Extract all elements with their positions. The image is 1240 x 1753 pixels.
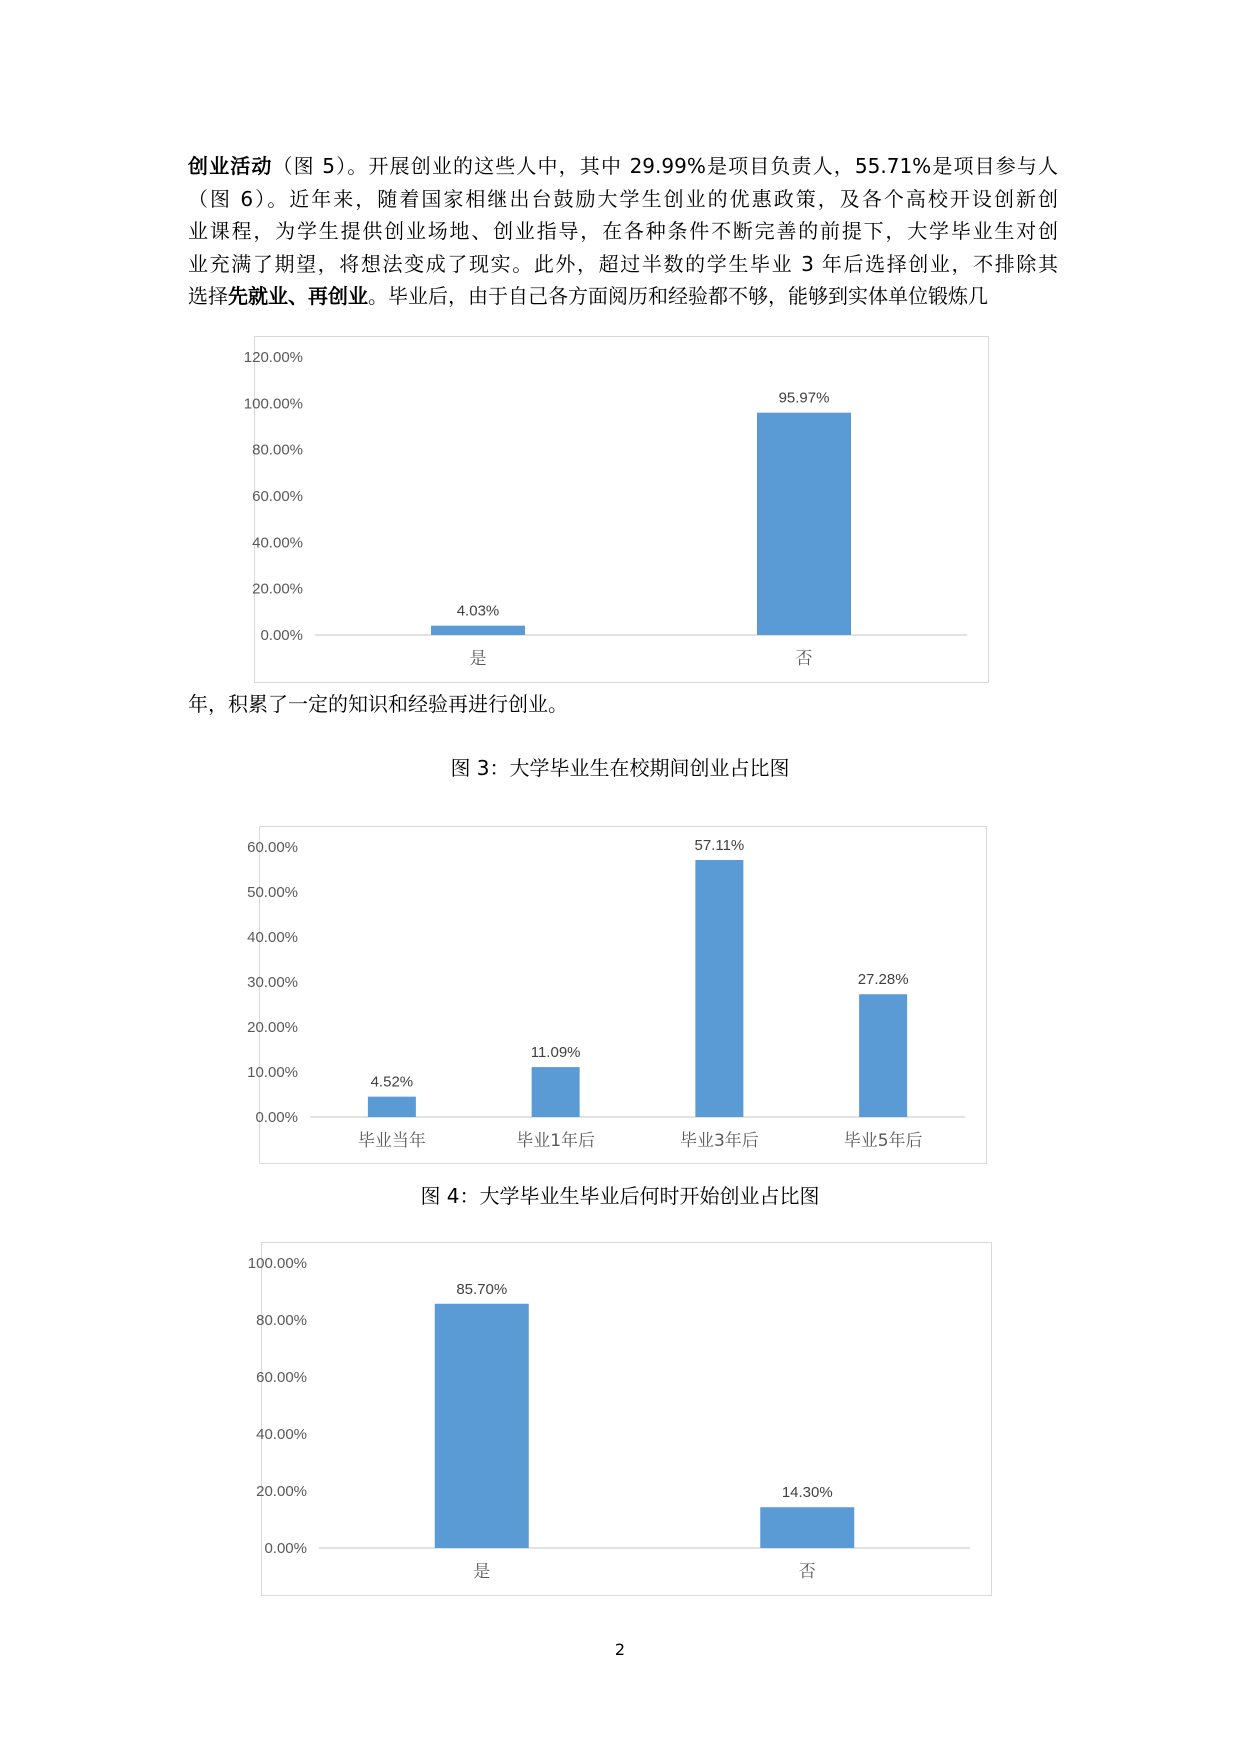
- bar-2: [695, 860, 743, 1117]
- x-tick-label: 是: [469, 649, 487, 669]
- data-label: 4.03%: [456, 602, 500, 620]
- data-label: 4.52%: [370, 1073, 414, 1091]
- figure-caption-4: 图 4：大学毕业生毕业后何时开始创业占比图: [420, 1184, 820, 1208]
- bar-1: [757, 413, 851, 635]
- x-tick-label: 是: [473, 1562, 491, 1582]
- y-tick-label: 60.00%: [252, 488, 303, 505]
- y-tick-label: 0.00%: [255, 1109, 298, 1126]
- data-label: 14.30%: [781, 1484, 833, 1502]
- bar-1: [532, 1067, 580, 1117]
- data-label: 11.09%: [530, 1044, 581, 1062]
- y-tick-label: 100.00%: [243, 395, 303, 413]
- x-tick-label: 否: [795, 649, 813, 669]
- data-label: 85.70%: [456, 1280, 508, 1298]
- x-tick-label: 毕业1年后: [516, 1131, 596, 1151]
- x-tick-label: 毕业5年后: [843, 1131, 923, 1151]
- y-tick-label: 80.00%: [252, 441, 303, 459]
- chart-when-start-business: [247, 826, 987, 1164]
- x-tick-label: 毕业3年后: [679, 1131, 759, 1151]
- y-tick-label: 50.00%: [247, 884, 298, 901]
- data-label: 57.11%: [694, 837, 745, 855]
- bar-3: [859, 994, 907, 1117]
- y-tick-label: 40.00%: [247, 929, 298, 946]
- text-run: 选择: [188, 284, 228, 308]
- y-tick-label: 60.00%: [256, 1369, 307, 1386]
- paragraph-line: [188, 215, 1058, 248]
- x-tick-label: 毕业当年: [357, 1131, 426, 1151]
- y-tick-label: 120.00%: [243, 349, 303, 366]
- y-tick-label: 60.00%: [247, 839, 298, 856]
- data-label: 95.97%: [778, 389, 830, 407]
- chart-svg: [247, 827, 985, 1162]
- text-run: 。毕业后，由于自己各方面阅历和经验都不够，能够到实体单位锻炼几: [368, 284, 988, 308]
- bar-0: [431, 626, 525, 635]
- bar-0: [435, 1304, 529, 1548]
- y-tick-label: 30.00%: [247, 974, 298, 991]
- text-run: 业充满了期望，将想法变成了现实。此外，超过半数的学生毕业 3 年后选择创业，不排除其: [188, 251, 1058, 276]
- text-run: （图 6）。近年来，随着国家相继出台鼓励大学生创业的优惠政策，及各个高校开设创新创: [188, 186, 1058, 211]
- y-tick-label: 10.00%: [247, 1064, 298, 1081]
- y-tick-label: 20.00%: [256, 1483, 307, 1500]
- bold-text: 先就业、再创业: [228, 284, 368, 308]
- continuation-text: [188, 688, 1058, 721]
- y-tick-label: 40.00%: [256, 1426, 307, 1443]
- paragraph-line: [188, 183, 1058, 216]
- text-run: 业课程，为学生提供创业场地、创业指导，在各种条件不断完善的前提下，大学毕业生对创: [188, 219, 1058, 243]
- chart-startup-during-school: [243, 336, 989, 683]
- continuation-line: 年，积累了一定的知识和经验再进行创业。: [188, 692, 568, 716]
- page-number: 2: [614, 1640, 626, 1659]
- paragraph-line: [188, 248, 1058, 281]
- bar-0: [368, 1097, 416, 1117]
- chart-svg: [243, 337, 987, 681]
- y-tick-label: 100.00%: [247, 1255, 307, 1272]
- y-tick-label: 80.00%: [256, 1312, 307, 1329]
- y-tick-label: 0.00%: [264, 1540, 307, 1557]
- x-tick-label: 否: [798, 1562, 816, 1582]
- y-tick-label: 20.00%: [252, 580, 303, 598]
- y-tick-label: 40.00%: [252, 534, 303, 552]
- figure-caption-3: 图 3：大学毕业生在校期间创业占比图: [450, 756, 790, 780]
- y-tick-label: 20.00%: [247, 1019, 298, 1036]
- paragraph-line: [188, 150, 1058, 183]
- bold-text: 创业活动: [188, 154, 273, 178]
- chart-svg: [247, 1243, 990, 1594]
- bar-1: [760, 1507, 854, 1548]
- data-label: 27.28%: [857, 971, 909, 989]
- text-run: （图 5）。开展创业的这些人中，其中 29.99%是项目负责人，55.71%是项目参与人: [272, 154, 1058, 178]
- body-paragraph: [188, 150, 1058, 313]
- paragraph-line: [188, 280, 1058, 313]
- chart-third: [247, 1242, 992, 1596]
- y-tick-label: 0.00%: [260, 627, 303, 644]
